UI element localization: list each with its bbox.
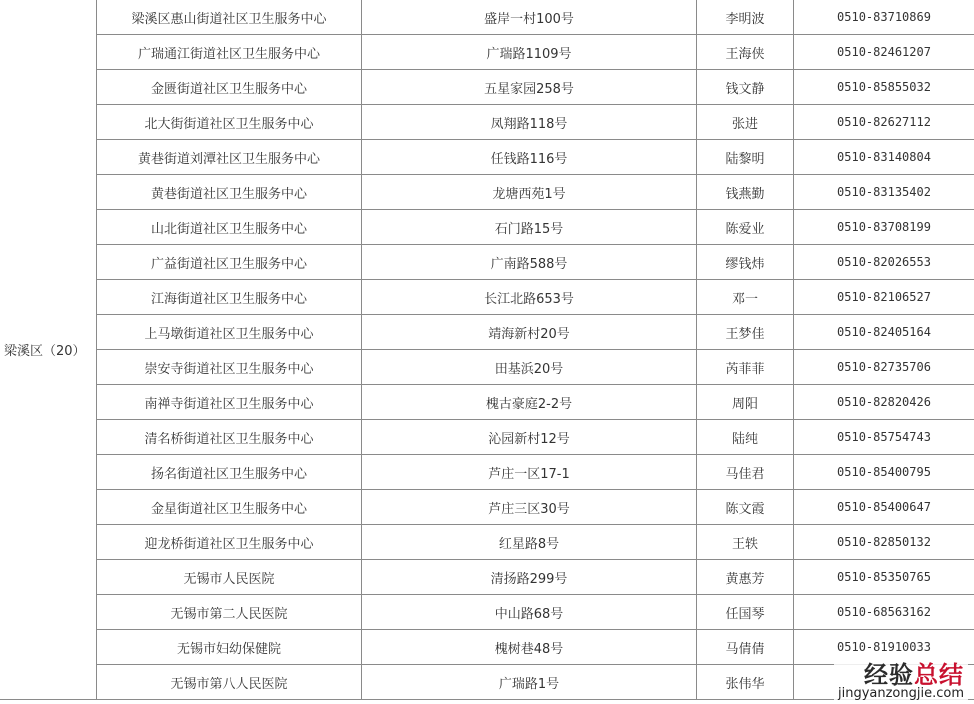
phone-number: 0510-82627112 — [794, 105, 974, 140]
table-row — [0, 280, 974, 315]
address: 龙塘西苑1号 — [362, 175, 697, 210]
table-row — [0, 105, 974, 140]
contact-person: 陆纯 — [697, 420, 794, 455]
watermark-url: jingyanzongjie.com — [837, 686, 964, 701]
contact-person: 缪钱炜 — [697, 245, 794, 280]
phone-number: 0510-82850132 — [794, 525, 974, 560]
table-row — [0, 0, 974, 35]
institution-name: 南禅寺街道社区卫生服务中心 — [97, 385, 362, 420]
address: 五星家园258号 — [362, 70, 697, 105]
watermark-text-main: 经验 — [864, 661, 914, 689]
institution-name: 广益街道社区卫生服务中心 — [97, 245, 362, 280]
contact-person: 张进 — [697, 105, 794, 140]
phone-number: 0510-85400795 — [794, 455, 974, 490]
watermark-logo — [834, 661, 968, 702]
contact-person: 陆黎明 — [697, 140, 794, 175]
phone-number: 0510-85855032 — [794, 70, 974, 105]
contact-person: 任国琴 — [697, 595, 794, 630]
address: 长江北路653号 — [362, 280, 697, 315]
address: 中山路68号 — [362, 595, 697, 630]
institution-name: 无锡市第八人民医院 — [97, 665, 362, 700]
institution-name: 江海街道社区卫生服务中心 — [97, 280, 362, 315]
institution-name: 迎龙桥街道社区卫生服务中心 — [97, 525, 362, 560]
address: 靖海新村20号 — [362, 315, 697, 350]
institution-name: 无锡市第二人民医院 — [97, 595, 362, 630]
phone-number: 0510-85754743 — [794, 420, 974, 455]
institution-name: 黄巷街道社区卫生服务中心 — [97, 175, 362, 210]
institution-name: 无锡市人民医院 — [97, 560, 362, 595]
institution-name: 北大街街道社区卫生服务中心 — [97, 105, 362, 140]
address: 沁园新村12号 — [362, 420, 697, 455]
institution-name: 梁溪区惠山街道社区卫生服务中心 — [97, 0, 362, 35]
table-row — [0, 315, 974, 350]
table-row — [0, 630, 974, 665]
table-row — [0, 350, 974, 385]
contact-person: 王梦佳 — [697, 315, 794, 350]
address: 石门路15号 — [362, 210, 697, 245]
contact-person: 芮菲菲 — [697, 350, 794, 385]
address: 广瑞路1号 — [362, 665, 697, 700]
address: 田基浜20号 — [362, 350, 697, 385]
phone-number: 0510-82405164 — [794, 315, 974, 350]
institution-name: 清名桥街道社区卫生服务中心 — [97, 420, 362, 455]
address: 凤翔路118号 — [362, 105, 697, 140]
institution-name: 崇安寺街道社区卫生服务中心 — [97, 350, 362, 385]
phone-number: 0510-81910033 — [794, 630, 974, 665]
address: 槐古豪庭2-2号 — [362, 385, 697, 420]
table-row — [0, 70, 974, 105]
phone-number: 0510-83135402 — [794, 175, 974, 210]
contact-person: 张伟华 — [697, 665, 794, 700]
phone-number: 0510-83140804 — [794, 140, 974, 175]
watermark-text-accent: 总结 — [914, 661, 964, 689]
address: 芦庄三区30号 — [362, 490, 697, 525]
contact-person: 王海侠 — [697, 35, 794, 70]
table-row — [0, 420, 974, 455]
phone-number: 0510-85400647 — [794, 490, 974, 525]
table-row — [0, 175, 974, 210]
table-row — [0, 490, 974, 525]
contact-person: 马佳君 — [697, 455, 794, 490]
institution-name: 金匮街道社区卫生服务中心 — [97, 70, 362, 105]
table-row — [0, 560, 974, 595]
contact-person: 马倩倩 — [697, 630, 794, 665]
phone-number: 0510-68563162 — [794, 595, 974, 630]
table-row — [0, 525, 974, 560]
contact-person: 周阳 — [697, 385, 794, 420]
table-row — [0, 665, 974, 700]
table-row — [0, 595, 974, 630]
address: 槐树巷48号 — [362, 630, 697, 665]
institution-name: 黄巷街道刘潭社区卫生服务中心 — [97, 140, 362, 175]
contact-person: 邓一 — [697, 280, 794, 315]
table-row — [0, 140, 974, 175]
contact-person: 钱文静 — [697, 70, 794, 105]
phone-number: 0510-82106527 — [794, 280, 974, 315]
contact-person: 李明波 — [697, 0, 794, 35]
phone-number: 0510-82735706 — [794, 350, 974, 385]
table-row — [0, 245, 974, 280]
phone-number: 0510-82820426 — [794, 385, 974, 420]
address: 盛岸一村100号 — [362, 0, 697, 35]
watermark-title — [838, 663, 964, 687]
contact-person: 陈爱业 — [697, 210, 794, 245]
contact-person: 王轶 — [697, 525, 794, 560]
institution-name: 山北街道社区卫生服务中心 — [97, 210, 362, 245]
institution-name: 金星街道社区卫生服务中心 — [97, 490, 362, 525]
address: 广南路588号 — [362, 245, 697, 280]
table-row — [0, 35, 974, 70]
phone-number: 0510-82026553 — [794, 245, 974, 280]
contact-person: 钱燕勤 — [697, 175, 794, 210]
contact-person: 陈文霞 — [697, 490, 794, 525]
phone-number: 0510-82461207 — [794, 35, 974, 70]
contact-person: 黄惠芳 — [697, 560, 794, 595]
table-row — [0, 455, 974, 490]
district-cell: 梁溪区（20） — [0, 0, 97, 700]
institution-name: 扬名街道社区卫生服务中心 — [97, 455, 362, 490]
institution-name: 无锡市妇幼保健院 — [97, 630, 362, 665]
address: 广瑞路1109号 — [362, 35, 697, 70]
phone-number: 0510-83708199 — [794, 210, 974, 245]
table-row — [0, 210, 974, 245]
address: 红星路8号 — [362, 525, 697, 560]
phone-number: 0510-85350765 — [794, 560, 974, 595]
address: 清扬路299号 — [362, 560, 697, 595]
institution-name: 上马墩街道社区卫生服务中心 — [97, 315, 362, 350]
institution-name: 广瑞通江街道社区卫生服务中心 — [97, 35, 362, 70]
phone-number: 0510-83710869 — [794, 0, 974, 35]
address: 任钱路116号 — [362, 140, 697, 175]
address: 芦庄一区17-1 — [362, 455, 697, 490]
table-row — [0, 385, 974, 420]
